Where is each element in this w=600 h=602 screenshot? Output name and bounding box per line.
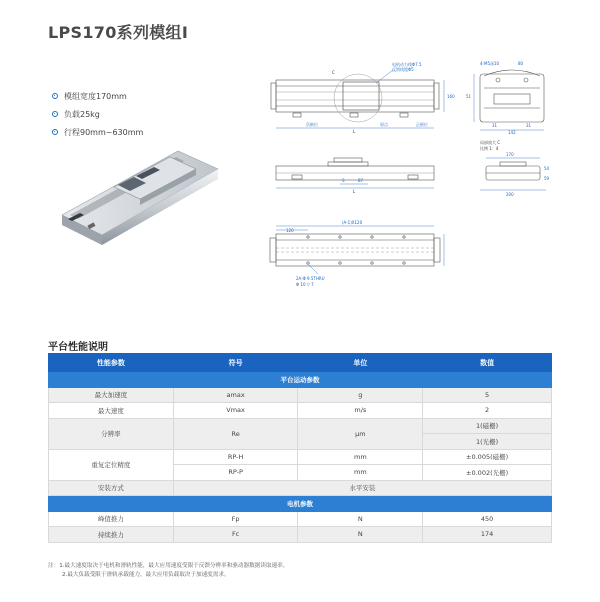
drawing-label: 200 bbox=[506, 192, 514, 197]
section-title: 平台性能说明 bbox=[48, 342, 108, 353]
drawing-label: 局部放大 C bbox=[480, 140, 501, 145]
product-image bbox=[58, 145, 228, 250]
table-row bbox=[49, 387, 552, 403]
value-cell: ±0.002(光栅) bbox=[423, 465, 552, 481]
footnote: 2.最大负载受限于滑轨承载能力，最大应用负载取决于加速度需求。 bbox=[62, 572, 230, 578]
column-header: 数值 bbox=[423, 354, 552, 372]
param-cell: 峰值推力 bbox=[49, 511, 174, 527]
drawing-label: 51 bbox=[466, 94, 472, 99]
drawing-label: 87 bbox=[358, 178, 364, 183]
value-cell: 1(磁栅) bbox=[423, 418, 552, 434]
group-label: 电机参数 bbox=[49, 496, 552, 512]
feature-text: 负载25kg bbox=[64, 109, 100, 119]
feature-item bbox=[52, 123, 143, 141]
symbol-cell: RP-P bbox=[173, 465, 298, 481]
param-cell: 最大加速度 bbox=[49, 387, 174, 403]
spec-table bbox=[48, 353, 552, 543]
drawing-label: 31 bbox=[492, 123, 498, 128]
feature-item bbox=[52, 105, 143, 123]
drawing-label: 59 bbox=[544, 176, 550, 181]
footnote: 注：1.最大速度取决于电机和滑轨性能，最大应用速度受限于反馈分辨率和驱动器数据读取速率。 bbox=[48, 563, 289, 569]
table-row bbox=[49, 511, 552, 527]
param-cell: 重复定位精度 bbox=[49, 449, 174, 480]
column-header: 符号 bbox=[173, 354, 298, 372]
table-row bbox=[49, 449, 552, 465]
value-cell: ±0.005(磁栅) bbox=[423, 449, 552, 465]
table-row bbox=[49, 403, 552, 419]
feature-list bbox=[52, 87, 143, 141]
param-cell: 安装方式 bbox=[49, 480, 174, 496]
drawing-label: 原点 bbox=[380, 122, 388, 127]
drawing-label: Φ 10 ▽ 7 bbox=[296, 282, 314, 287]
bottom-view-drawing bbox=[270, 226, 444, 274]
feature-item bbox=[52, 87, 143, 105]
drawing-label: 54 bbox=[544, 166, 550, 171]
bullet-icon bbox=[52, 111, 58, 117]
group-label: 平台运动参数 bbox=[49, 372, 552, 388]
drawing-label: L bbox=[353, 129, 356, 134]
drawing-label: 160 bbox=[447, 94, 455, 99]
symbol-cell: Fp bbox=[173, 511, 298, 527]
footnotes bbox=[48, 562, 288, 580]
drawing-label: 120 bbox=[286, 228, 294, 233]
feature-text: 模组宽度170mm bbox=[64, 91, 127, 101]
value-cell: 450 bbox=[423, 511, 552, 527]
drawing-label: 2A-Φ 9.5THRU bbox=[296, 276, 325, 281]
symbol-cell: Vmax bbox=[173, 403, 298, 419]
value-cell: 2 bbox=[423, 403, 552, 419]
unit-cell: m/s bbox=[298, 403, 423, 419]
drawing-label: (A-1)X120 bbox=[342, 220, 363, 225]
symbol-cell: Fc bbox=[173, 527, 298, 543]
end-view-drawing bbox=[474, 70, 544, 130]
drawing-label: 31 bbox=[526, 123, 532, 128]
unit-cell: N bbox=[298, 511, 423, 527]
unit-cell: μm bbox=[298, 418, 423, 449]
side-end-view-drawing bbox=[480, 158, 546, 190]
symbol-cell: amax bbox=[173, 387, 298, 403]
table-header-row bbox=[49, 354, 552, 372]
symbol-cell: Re bbox=[173, 418, 298, 449]
table-group-row bbox=[49, 496, 552, 512]
drawing-label: 4-M5深10 bbox=[480, 61, 500, 66]
table-row bbox=[49, 480, 552, 496]
param-cell: 分辨率 bbox=[49, 418, 174, 449]
drawing-label: 80 bbox=[518, 61, 524, 66]
unit-cell: mm bbox=[298, 449, 423, 465]
table-row bbox=[49, 418, 552, 434]
drawing-label: 负极位 bbox=[306, 122, 318, 127]
value-cell: 174 bbox=[423, 527, 552, 543]
drawing-label: 电机动力线Φ7.5 bbox=[392, 62, 422, 67]
page-title: LPS170系列模组Ⅰ bbox=[48, 23, 189, 42]
bullet-icon bbox=[52, 129, 58, 135]
drawing-label: 反馈线缆Φ5 bbox=[392, 67, 414, 72]
drawing-label: 比例 1：4 bbox=[480, 146, 499, 151]
param-cell: 最大速度 bbox=[49, 403, 174, 419]
top-view-drawing bbox=[271, 70, 444, 128]
column-header: 性能参数 bbox=[49, 354, 174, 372]
drawing-label: S bbox=[342, 178, 345, 183]
symbol-cell: RP-H bbox=[173, 449, 298, 465]
unit-cell: mm bbox=[298, 465, 423, 481]
unit-cell: g bbox=[298, 387, 423, 403]
feature-text: 行程90mm~630mm bbox=[64, 127, 144, 137]
value-cell: 1(光栅) bbox=[423, 434, 552, 450]
bullet-icon bbox=[52, 93, 58, 99]
drawing-label: 正极位 bbox=[416, 122, 428, 127]
value-cell: 5 bbox=[423, 387, 552, 403]
drawing-label: 170 bbox=[506, 152, 514, 157]
drawing-label: 142 bbox=[508, 130, 516, 135]
table-group-row bbox=[49, 372, 552, 388]
drawing-label: L bbox=[353, 189, 356, 194]
drawing-label: C bbox=[332, 70, 335, 75]
table-row bbox=[49, 527, 552, 543]
column-header: 单位 bbox=[298, 354, 423, 372]
unit-cell: N bbox=[298, 527, 423, 543]
side-view-drawing bbox=[276, 158, 434, 188]
value-cell: 水平安装 bbox=[173, 480, 551, 496]
technical-drawings bbox=[268, 58, 568, 308]
param-cell: 持续推力 bbox=[49, 527, 174, 543]
